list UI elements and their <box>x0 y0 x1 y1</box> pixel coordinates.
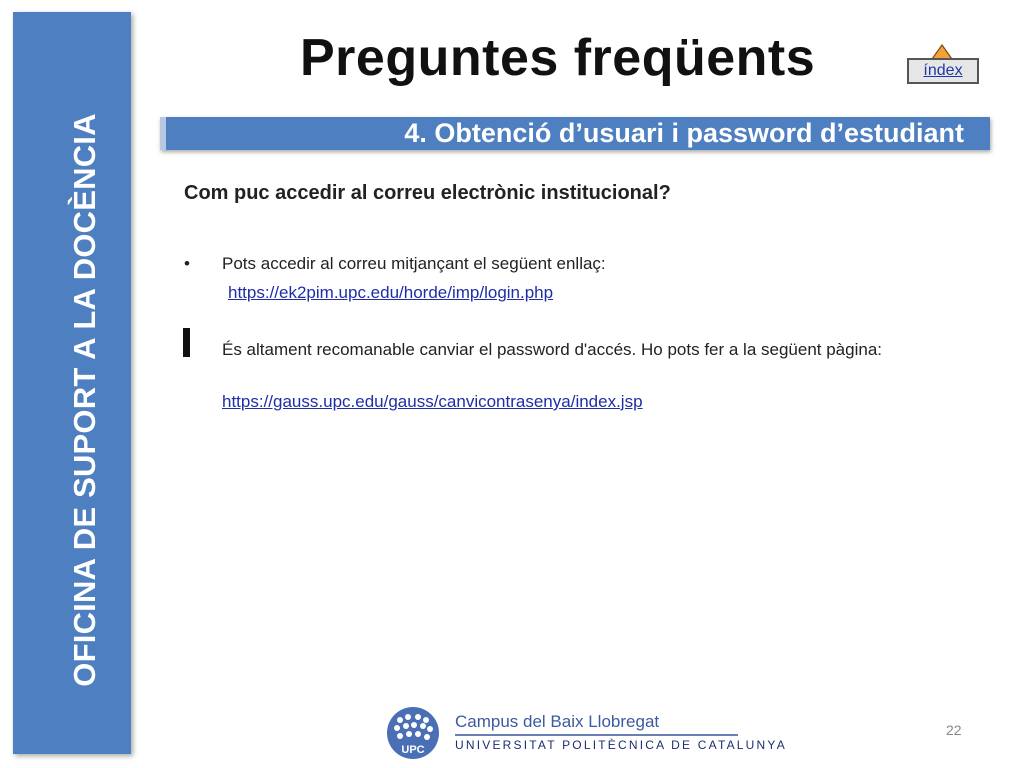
change-password-link[interactable]: https://gauss.upc.edu/gauss/canvicontrasenya/index.jsp <box>222 392 643 411</box>
index-button[interactable]: índex <box>907 58 979 84</box>
bullet-icon: • <box>184 254 190 273</box>
password-paragraph: És altament recomanable canviar el password d'accés. Ho pots fer a la següent pàgina: <box>222 340 883 359</box>
university-name: UNIVERSITAT POLITÈCNICA DE CATALUNYA <box>455 738 787 752</box>
sidebar-panel <box>13 12 131 754</box>
page-title: Preguntes freqüents <box>300 29 816 87</box>
text-cursor <box>183 328 190 357</box>
upc-logo-icon <box>386 706 440 760</box>
webmail-link[interactable]: https://ek2pim.upc.edu/horde/imp/login.php <box>228 283 554 302</box>
campus-name: Campus del Baix Llobregat <box>455 712 660 731</box>
section-title: 4. Obtenció d’usuari i password d’estudiant <box>404 118 964 148</box>
bullet-text: Pots accedir al correu mitjançant el següent enllaç: <box>222 254 606 273</box>
question-heading: Com puc accedir al correu electrònic institucional? <box>184 182 671 204</box>
sidebar-label: OFICINA DE SUPORT A LA DOCÈNCIA <box>67 113 102 687</box>
section-header-bar <box>160 117 990 150</box>
upc-logo-text: UPC <box>401 744 425 756</box>
page-number: 22 <box>946 722 962 738</box>
footer-divider <box>455 734 738 736</box>
